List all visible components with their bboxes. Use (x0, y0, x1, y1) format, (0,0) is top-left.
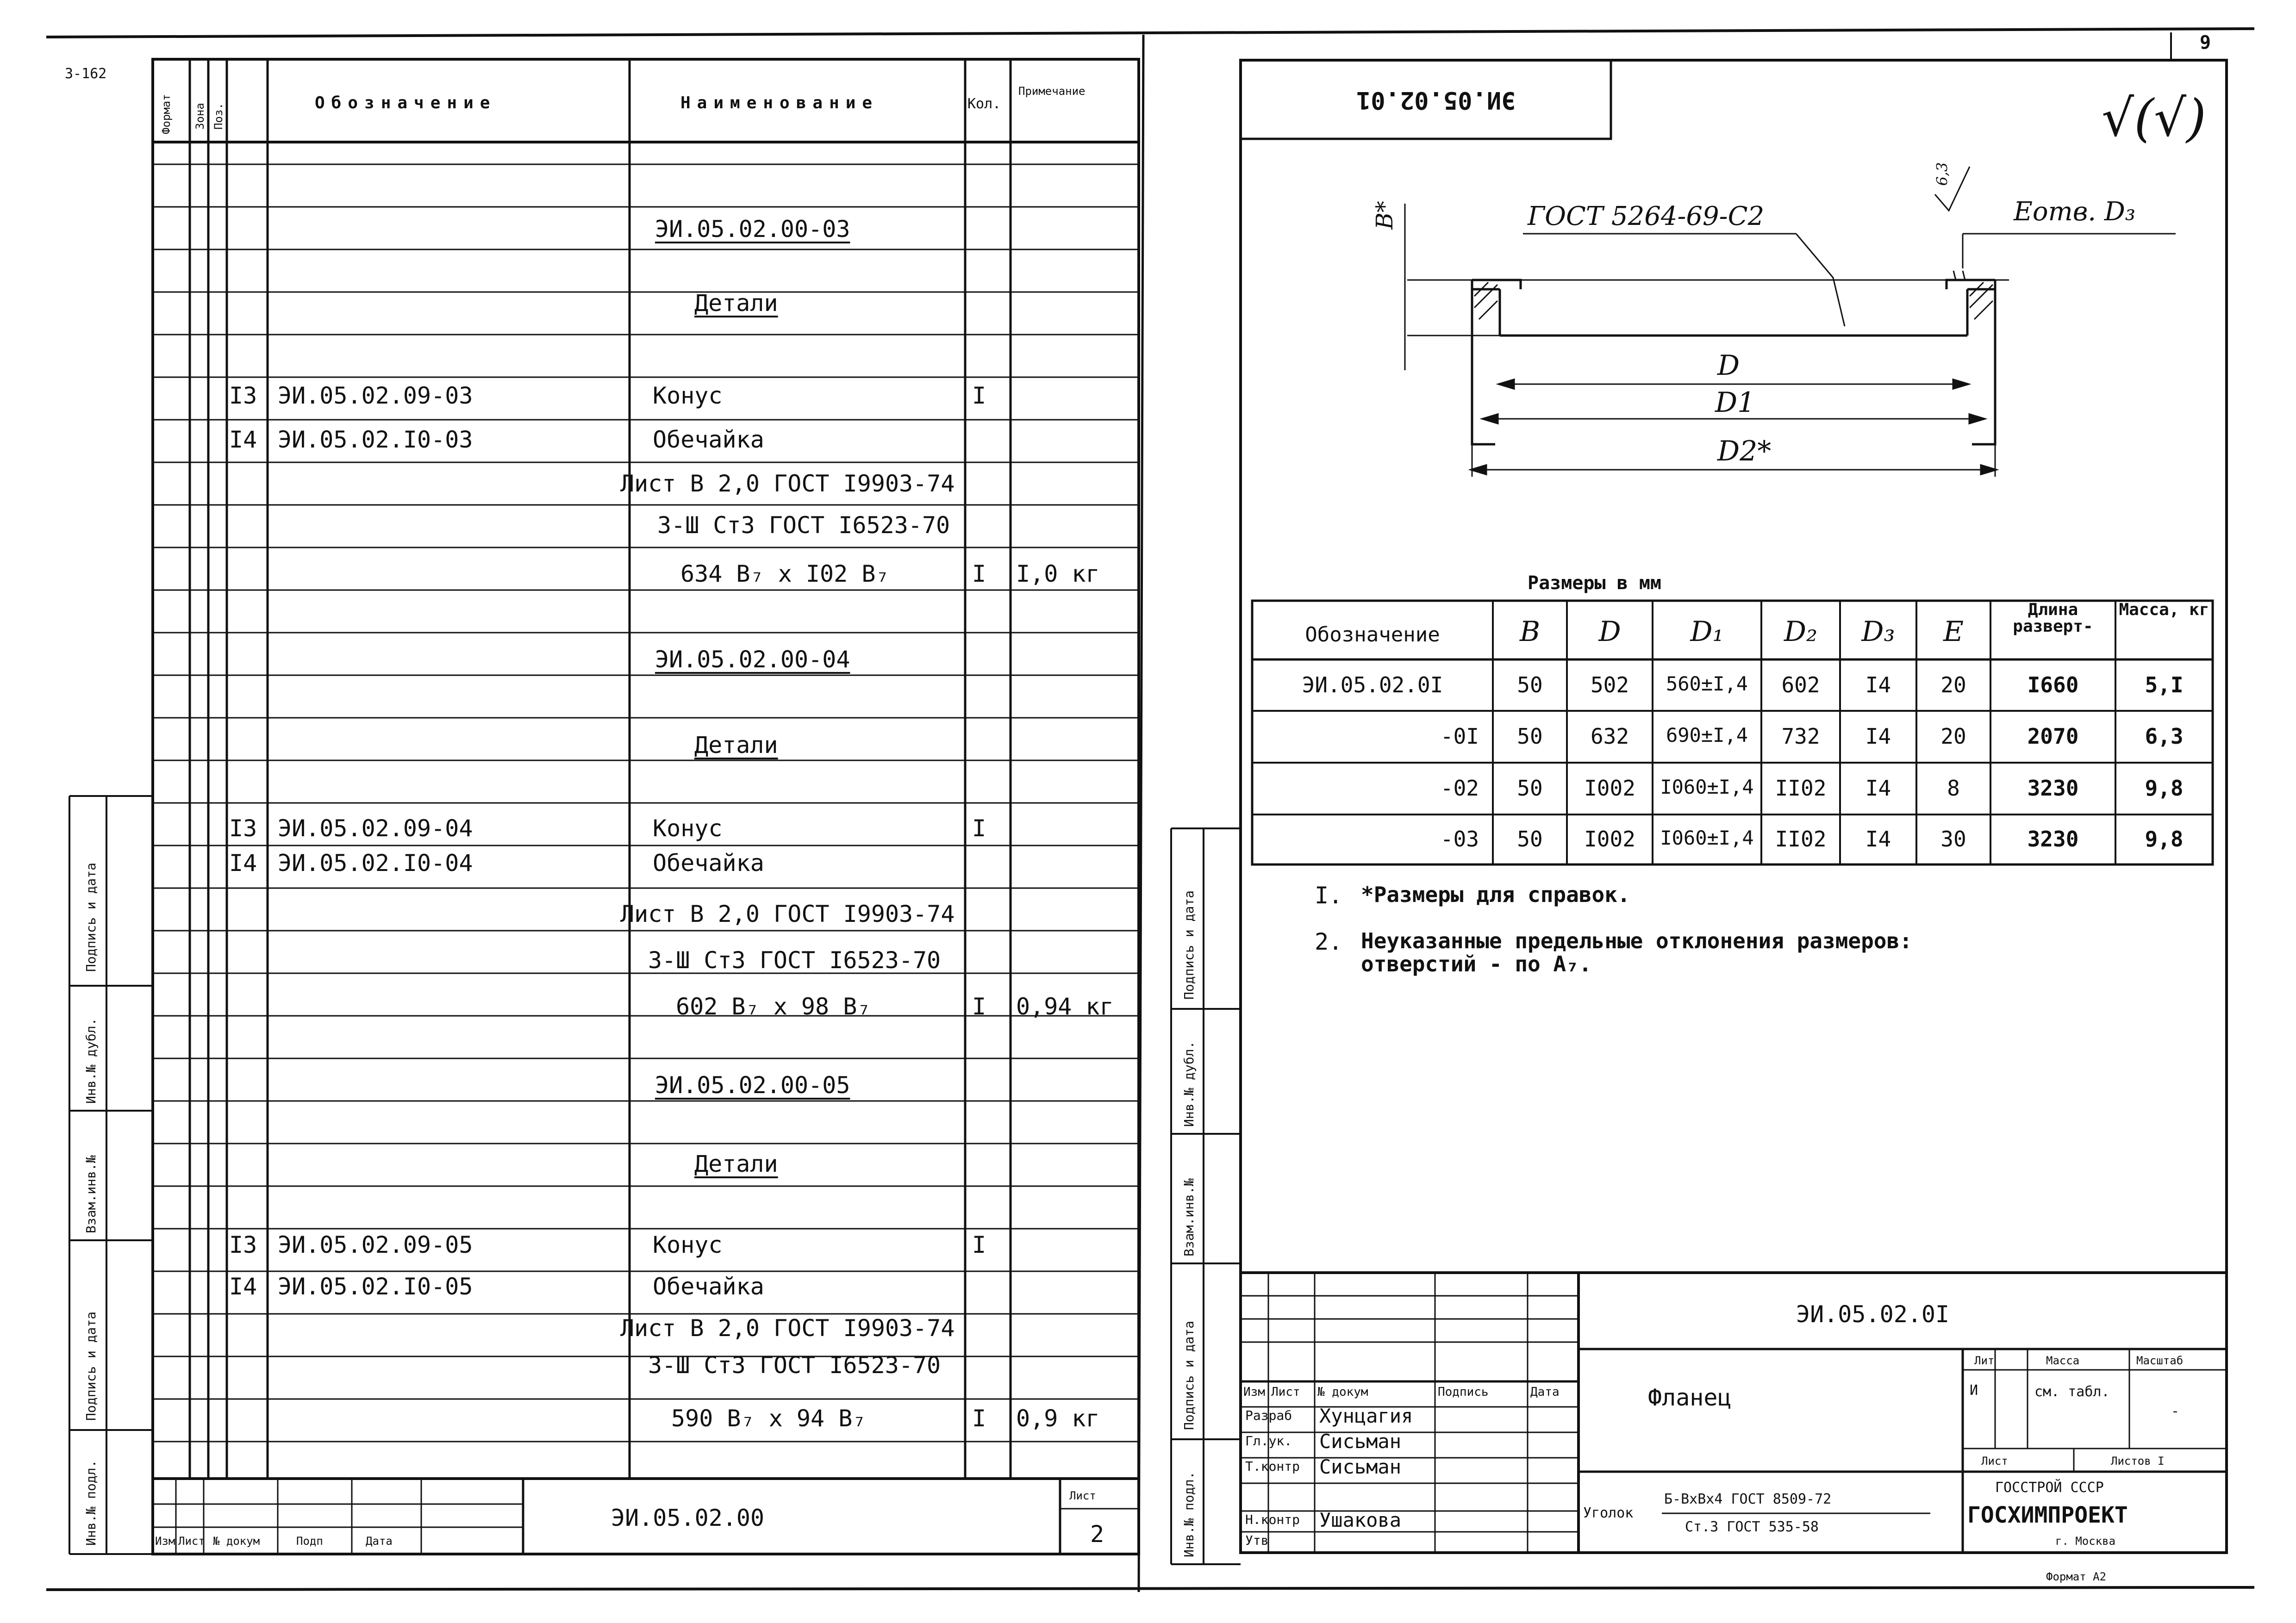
header-zone: Зона (193, 103, 206, 130)
table-cell: ЭИ.05.02.0I (1302, 672, 1443, 697)
table-cell: I060±I,4 (1660, 827, 1754, 849)
weld-gost-label: ГОСТ 5264-69-С2 (1528, 201, 1765, 231)
table-cell: I4 (1865, 776, 1891, 801)
table-cell: 732 (1781, 724, 1820, 749)
side-label: Инв.№ подл. (1181, 1471, 1197, 1557)
spec-name: 602 В₇ х 98 В₇ (676, 993, 871, 1020)
header-pos: Поз. (212, 103, 225, 130)
spec-designation: ЭИ.05.02.09-04 (278, 815, 473, 842)
note-number: 2. (1315, 928, 1343, 955)
table-header: D₁ (1690, 616, 1724, 648)
table-cell: II02 (1775, 776, 1827, 801)
spec-name: Конус (653, 815, 723, 842)
spec-pos: I4 (229, 426, 257, 453)
table-cell: 9,8 (2145, 827, 2184, 852)
table-cell: I660 (2027, 672, 2079, 697)
spec-note: I,0 кг (1016, 560, 1100, 587)
table-header: Масса, кг (2119, 600, 2209, 619)
spec-designation: ЭИ.05.02.I0-05 (278, 1273, 473, 1300)
spec-name: 634 В₇ х I02 В₇ (680, 560, 890, 587)
table-cell: I4 (1865, 724, 1891, 749)
title-block-name: Сисьман (1319, 1430, 1402, 1453)
stamp-col: Лист (178, 1535, 205, 1548)
table-cell: I002 (1584, 827, 1635, 852)
note-text: *Размеры для справок. (1361, 882, 1630, 907)
table-cell: 20 (1940, 724, 1966, 749)
spec-name: Лист В 2,0 ГОСТ I9903-74 (620, 470, 955, 497)
header-qty: Кол. (967, 96, 1001, 112)
table-caption: Размеры в мм (1528, 572, 1661, 594)
material-prefix: Уголок (1583, 1505, 1634, 1521)
spec-designation: ЭИ.05.02.09-05 (278, 1231, 473, 1258)
table-cell: I060±I,4 (1660, 776, 1754, 798)
table-cell: 5,I (2145, 672, 2184, 697)
table-cell: 50 (1517, 827, 1543, 852)
header-designation: Обозначение (315, 93, 497, 112)
spec-qty: I (972, 1405, 986, 1432)
side-label: Инв.№ дубл. (83, 1018, 99, 1104)
spec-name: ЭИ.05.02.00-04 (655, 646, 850, 673)
stamp-sheet-number: 2 (1090, 1521, 1104, 1548)
spec-qty: I (972, 560, 986, 587)
spec-note: 0,9 кг (1016, 1405, 1100, 1432)
table-cell: -0I (1440, 724, 1479, 749)
title-block-column: Подпись (1438, 1385, 1489, 1399)
scale-value: - (2171, 1403, 2180, 1419)
spec-name: ЭИ.05.02.00-05 (655, 1072, 850, 1099)
note-text: Неуказанные предельные отклонения размеров: (1361, 928, 1912, 953)
title-block-column: Дата (1530, 1385, 1560, 1399)
spec-qty: I (972, 993, 986, 1020)
title-block-name: Хунцагия (1319, 1405, 1413, 1427)
spec-name: Лист В 2,0 ГОСТ I9903-74 (620, 1315, 955, 1342)
lit-value: И (1970, 1382, 1978, 1399)
table-header: Длина разверт- (2013, 600, 2093, 636)
spec-pos: I4 (229, 850, 257, 877)
spec-name: ЭИ.05.02.00-03 (655, 216, 850, 243)
header-format: Формат (160, 94, 173, 134)
table-header: B (1519, 616, 1541, 648)
spec-name: Конус (653, 1231, 723, 1258)
title-block-role: Разраб (1245, 1408, 1292, 1423)
side-label: Взам.инв.№ (1181, 1178, 1197, 1256)
spec-name: 3-Ш Ст3 ГОСТ I6523-70 (648, 947, 941, 974)
side-label: Подпись и дата (83, 1311, 99, 1421)
org-city: г. Москва (2055, 1535, 2116, 1548)
spec-name: Детали (694, 1150, 778, 1177)
corner-code: 3-162 (65, 66, 107, 82)
table-cell: 3230 (2027, 827, 2079, 852)
side-label: Подпись и дата (1181, 1320, 1197, 1430)
table-header: D₂ (1784, 616, 1818, 648)
table-cell: I4 (1865, 827, 1891, 852)
holes-label: Eотв. D₃ (2014, 197, 2136, 227)
title-block-role: Гл.ук. (1245, 1433, 1292, 1449)
table-cell: 50 (1517, 672, 1543, 697)
mirrored-code: ЭИ.05.02.01 (1356, 86, 1516, 114)
table-cell: 50 (1517, 776, 1543, 801)
org-line-2: ГОСХИМПРОЕКТ (1967, 1502, 2128, 1528)
title-block-name: Ушакова (1319, 1509, 1402, 1531)
dimension-d2-label: D2* (1717, 435, 1772, 467)
table-header: D₃ (1861, 616, 1895, 648)
spec-name: Обечайка (653, 426, 764, 453)
table-cell: 8 (1947, 776, 1960, 801)
stamp-code: ЭИ.05.02.00 (611, 1505, 765, 1531)
table-cell: 560±I,4 (1666, 672, 1748, 695)
stamp-col: Дата (366, 1535, 393, 1548)
dimension-d-label: D (1717, 349, 1740, 382)
material-bottom: Ст.3 ГОСТ 535-58 (1685, 1519, 1819, 1535)
mass-label: Масса (2046, 1354, 2080, 1367)
title-block-name: Сисьман (1319, 1455, 1402, 1478)
spec-name: Лист В 2,0 ГОСТ I9903-74 (620, 901, 955, 927)
dimension-d1-label: D1 (1715, 386, 1755, 419)
spec-qty: I (972, 1231, 986, 1258)
scale-label: Масштаб (2136, 1354, 2184, 1367)
spec-designation: ЭИ.05.02.I0-04 (278, 850, 473, 877)
spec-note: 0,94 кг (1016, 993, 1114, 1020)
spec-qty: I (972, 815, 986, 842)
mass-value: см. табл. (2034, 1384, 2110, 1400)
table-cell: 50 (1517, 724, 1543, 749)
title-name: Фланец (1648, 1384, 1732, 1411)
title-block-role: Т.контр (1245, 1459, 1300, 1474)
side-label: Подпись и дата (1181, 890, 1197, 1000)
spec-name: Обечайка (653, 1273, 764, 1300)
title-code: ЭИ.05.02.0I (1796, 1301, 1950, 1328)
title-block-role: Н.контр (1245, 1512, 1300, 1527)
note-number: I. (1315, 882, 1343, 909)
header-note: Примечание (1018, 85, 1086, 98)
sheet-number: 9 (2200, 32, 2211, 53)
lit-label: Лит (1974, 1354, 1995, 1367)
table-cell: 30 (1940, 827, 1966, 852)
spec-pos: I3 (229, 1231, 257, 1258)
sheet-format: Формат А2 (2046, 1570, 2107, 1583)
table-cell: 632 (1590, 724, 1629, 749)
stamp-col: № докум (213, 1535, 260, 1548)
spec-qty: I (972, 382, 986, 409)
spec-pos: I4 (229, 1273, 257, 1300)
dimension-b-label: B* (1371, 201, 1398, 230)
table-cell: I002 (1584, 776, 1635, 801)
spec-pos: I3 (229, 382, 257, 409)
table-cell: 6,3 (2145, 724, 2184, 749)
table-cell: 602 (1781, 672, 1820, 697)
note-text: отверстий - по A₇. (1361, 951, 1592, 976)
material-top: Б-ВхВх4 ГОСТ 8509-72 (1664, 1491, 1832, 1507)
sheet-label: Лист (1981, 1455, 2008, 1468)
sheets-label: Листов I (2111, 1455, 2165, 1468)
spec-name: Обечайка (653, 850, 764, 877)
table-cell: 20 (1940, 672, 1966, 697)
roughness-mark-large: √(√) (2102, 88, 2207, 148)
spec-pos: I3 (229, 815, 257, 842)
table-cell: -03 (1440, 827, 1479, 852)
table-cell: I4 (1865, 672, 1891, 697)
side-label: Инв.№ подл. (83, 1460, 99, 1546)
title-block-column: Лист (1271, 1385, 1300, 1399)
side-label: Подпись и дата (83, 862, 99, 972)
table-cell: 3230 (2027, 776, 2079, 801)
stamp-col: Подп (296, 1535, 323, 1548)
spec-name: 3-Ш Ст3 ГОСТ I6523-70 (648, 1352, 941, 1379)
table-header: D (1598, 616, 1621, 648)
spec-name: Детали (694, 290, 778, 317)
title-block-role: Утв (1245, 1533, 1269, 1548)
table-header: E (1943, 616, 1964, 648)
org-line-1: ГОССТРОЙ СССР (1995, 1480, 2104, 1496)
side-label: Инв.№ дубл. (1181, 1041, 1197, 1127)
side-label: Взам.инв.№ (83, 1155, 99, 1233)
table-cell: 690±I,4 (1666, 724, 1748, 746)
spec-name: Конус (653, 382, 723, 409)
table-cell: -02 (1440, 776, 1479, 801)
title-block-column: Изм (1243, 1385, 1265, 1399)
table-cell: 9,8 (2145, 776, 2184, 801)
stamp-col: Изм (155, 1535, 175, 1548)
table-cell: 502 (1590, 672, 1629, 697)
spec-name: Детали (694, 732, 778, 759)
spec-name: 590 В₇ х 94 В₇ (671, 1405, 867, 1432)
roughness-value: 6,3 (1933, 162, 1951, 186)
title-block-column: № докум (1317, 1385, 1368, 1399)
spec-name: 3-Ш Ст3 ГОСТ I6523-70 (657, 512, 950, 539)
table-cell: II02 (1775, 827, 1827, 852)
stamp-sheet-label: Лист (1069, 1489, 1096, 1502)
spec-designation: ЭИ.05.02.I0-03 (278, 426, 473, 453)
header-name: Наименование (680, 93, 879, 112)
table-header: Обозначение (1305, 623, 1440, 647)
spec-designation: ЭИ.05.02.09-03 (278, 382, 473, 409)
table-cell: 2070 (2027, 724, 2079, 749)
